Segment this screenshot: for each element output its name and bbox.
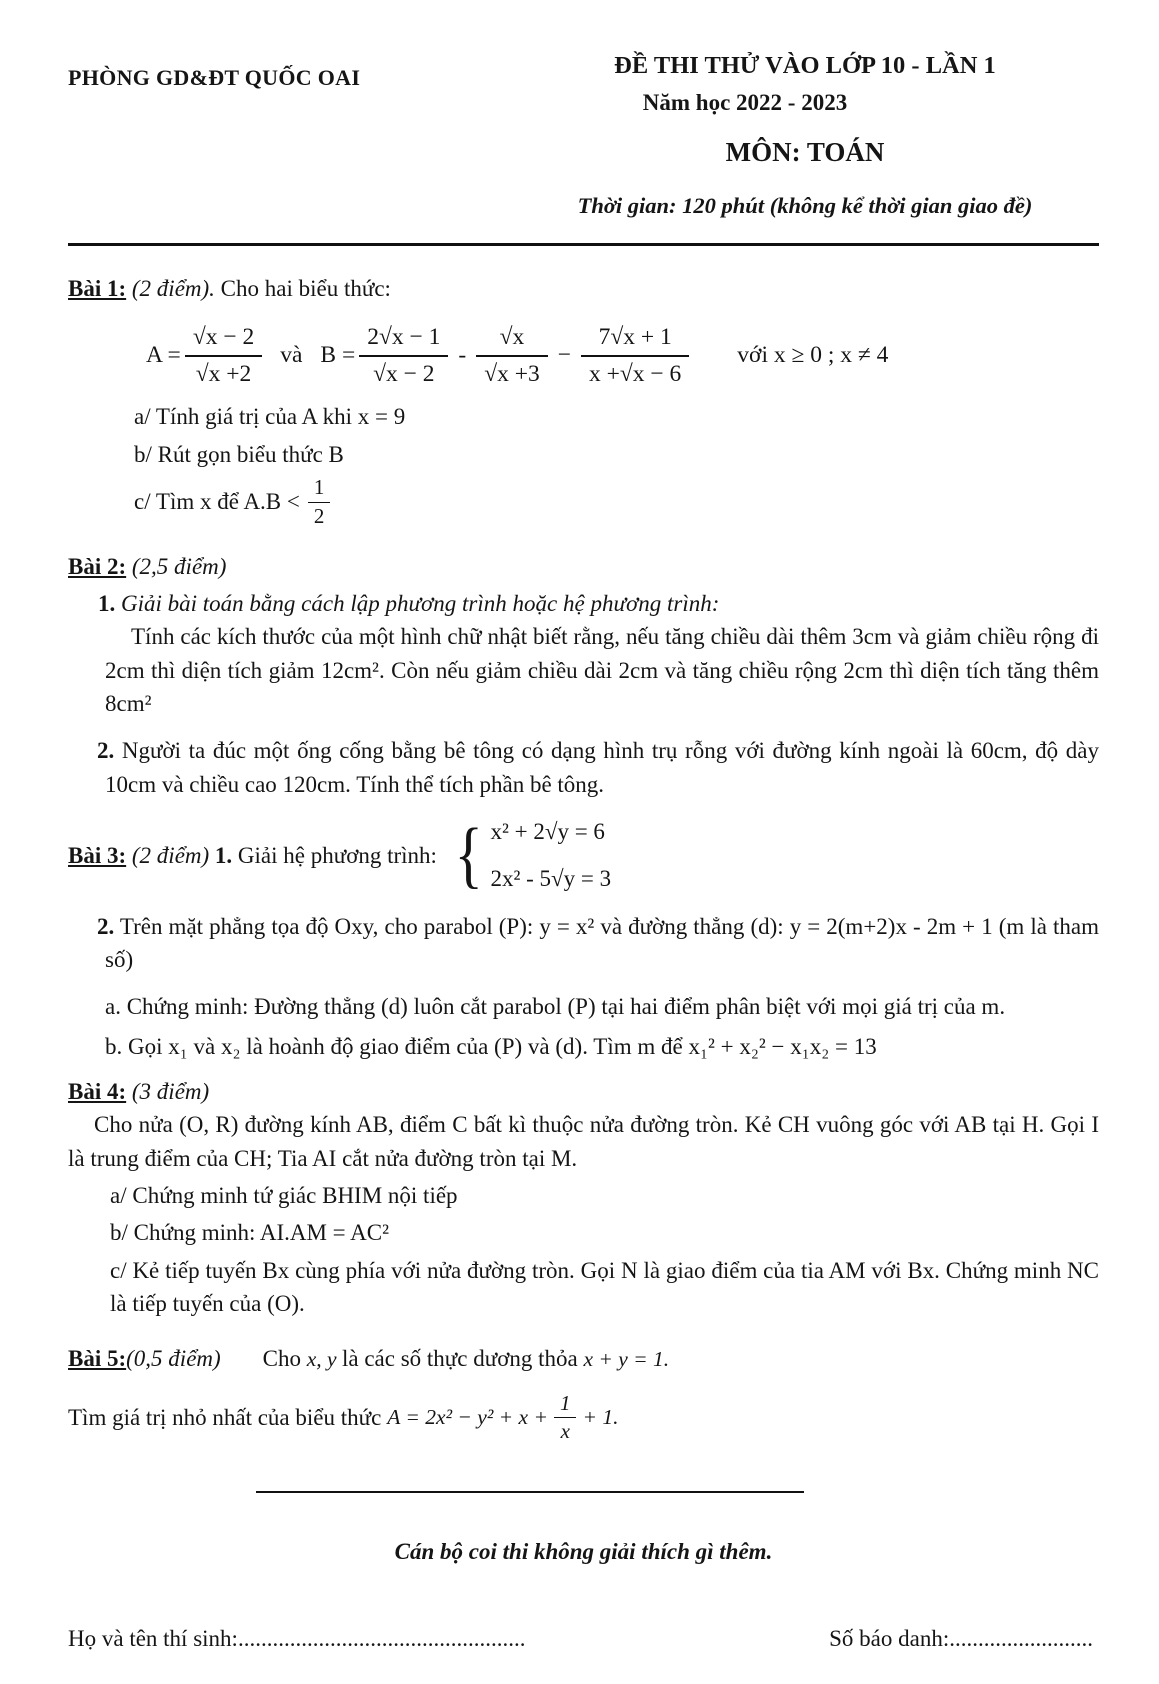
candidate-number-dots: ......................... (949, 1626, 1093, 1652)
school-year: Năm học 2022 - 2023 (642, 89, 848, 115)
header-right-block (511, 48, 1099, 223)
proctor-note: Cán bộ coi thi không giải thích gì thêm. (394, 1539, 773, 1564)
system-equations (490, 815, 611, 896)
minus-operator-1: - (458, 342, 467, 369)
system-equation-1: x² + 2√y = 6 (490, 819, 605, 844)
bai2-item1-number: 1. (98, 590, 116, 616)
bai1-label: Bài 1: (68, 275, 127, 301)
exam-header (68, 48, 1099, 223)
fraction-A-numerator: √x − 2 (185, 321, 262, 357)
section-bai4 (68, 1075, 1099, 1320)
bai3-item1-text: Giải hệ phương trình: (232, 842, 437, 868)
fraction-B3 (581, 321, 689, 390)
bai4-label: Bài 4: (68, 1079, 127, 1105)
bai1-item-b: b/ Rút gọn biểu thức B (134, 442, 344, 468)
candidate-number-label: Số báo danh: (829, 1626, 950, 1652)
candidate-name-dots: .................................................. (237, 1626, 526, 1652)
footer-divider (256, 1491, 804, 1493)
bai1-item-c-text: c/ Tìm x để A.B < (134, 489, 300, 515)
bai1-formula (146, 321, 1099, 390)
time-label: Thời gian: (577, 193, 677, 218)
bai5-label: Bài 5: (68, 1346, 127, 1372)
bai4-item-a: a/ Chứng minh tứ giác BHIM nội tiếp (110, 1183, 458, 1209)
fraction-one-over-x (554, 1392, 577, 1443)
fraction-one-over-x-numerator: 1 (554, 1392, 577, 1418)
bai5-heading (68, 1342, 1099, 1375)
bai5-points: (0,5 điểm) (126, 1346, 221, 1372)
conjunction-va: và (280, 342, 303, 369)
bai4-item-b: b/ Chứng minh: AI.AM = AC² (110, 1220, 389, 1246)
system-brace: { (454, 814, 483, 897)
fraction-one-half-denominator: 2 (313, 503, 325, 528)
bai2-item1-title: Giải bài toán bằng cách lập phương trình hoặc hệ phương trình: (115, 590, 720, 616)
fraction-one-over-x-denominator: x (560, 1418, 570, 1443)
bai3-item2b: b. Gọi x₁ và x₂ là hoành độ giao điểm của (P) và (d). Tìm m để x₁² + x₂² − x₁x₂ = 13 (105, 1033, 877, 1059)
bai3-item2 (97, 910, 1099, 977)
domain-condition: với x ≥ 0 ; x ≠ 4 (737, 342, 889, 369)
bai1-intro: Cho hai biểu thức: (214, 275, 391, 301)
bai3-item1-number: 1. (214, 842, 233, 868)
section-bai5 (68, 1342, 1099, 1443)
bai3-label: Bài 3: (68, 842, 127, 868)
bai1-item-a: a/ Tính giá trị của A khi x = 9 (134, 403, 406, 429)
bai5-statement (263, 1342, 670, 1375)
fraction-one-half (308, 476, 331, 527)
bai2-points: (2,5 điểm) (126, 553, 227, 579)
bai4-item-c: c/ Kẻ tiếp tuyến Bx cùng phía với nửa đường tròn. Gọi N là giao điểm của tia AM với Bx. Chứng minh NC là tiếp tuyến của (O). (110, 1257, 1099, 1317)
subject-title: MÔN: TOÁN (725, 136, 885, 167)
bai5-min-expression: A = 2x² − y² + x + (387, 1404, 548, 1429)
bai2-label: Bài 2: (68, 553, 127, 579)
bai1-item-c (134, 476, 1099, 527)
fraction-A-denominator: √x +2 (195, 361, 252, 388)
bai3-system-row (68, 815, 1099, 896)
formula-A-lhs: A = (146, 342, 181, 369)
department-name: PHÒNG GD&ĐT QUỐC OAI (68, 65, 361, 90)
section-bai2 (68, 550, 1099, 801)
bai5-min-expression-tail: + 1. (582, 1404, 619, 1429)
formula-B-lhs: B = (320, 342, 356, 369)
bai5-intro-mid: là các số thực dương thỏa (341, 1346, 584, 1372)
bai5-min-pre: Tìm giá trị nhỏ nhất của biểu thức (68, 1404, 382, 1430)
fraction-B2 (476, 321, 548, 390)
exam-title: ĐỀ THI THỬ VÀO LỚP 10 - LẦN 1 (614, 52, 996, 79)
bai4-heading (68, 1075, 1099, 1108)
time-value: 120 phút (không kể thời gian giao đề) (676, 193, 1033, 218)
bai2-item1-body: Tính các kích thước của một hình chữ nhật biết rằng, nếu tăng chiều dài thêm 3cm và giảm chiều rộng đi 2cm thì diện tích giảm 12cm². Còn nếu giảm chiều dài 2cm và tăng chiều rộng 2cm thì diện tích tăng thêm 8cm² (105, 624, 1099, 716)
bai3-item2-number: 2. (97, 913, 115, 939)
bai1-points: (2 điểm). (126, 275, 215, 301)
bai5-math-condition: x + y = 1. (583, 1347, 670, 1372)
bai2-heading (68, 550, 1099, 583)
fraction-B2-numerator: √x (476, 321, 548, 357)
bai5-math-xy: x, y (306, 1347, 342, 1372)
fraction-A (185, 321, 262, 390)
bai1-items (134, 400, 1099, 528)
candidate-name-label: Họ và tên thí sinh: (68, 1626, 238, 1652)
bai4-points: (3 điểm) (126, 1079, 210, 1105)
bai1-heading (68, 272, 1099, 305)
signature-row (68, 1622, 1099, 1655)
bai2-item2-number: 2. (97, 738, 115, 764)
time-line (578, 190, 1033, 223)
minus-operator-2: − (557, 342, 571, 369)
candidate-number-field (829, 1622, 1093, 1655)
fraction-B1-denominator: √x − 2 (373, 361, 435, 388)
bai4-intro: Cho nửa (O, R) đường kính AB, điểm C bất kì thuộc nửa đường tròn. Kẻ CH vuông góc với AB tại H. Gọi I là trung điểm của CH; Tia AI cắt nửa đường tròn tại M. (68, 1112, 1099, 1171)
bai3-item2-text: Trên mặt phẳng tọa độ Oxy, cho parabol (P): y = x² và đường thẳng (d): y = 2(m+2)x - 2m + 1 (m là tham số) (105, 913, 1099, 973)
fraction-B3-denominator: x +√x − 6 (589, 361, 682, 388)
bai3-heading (68, 839, 437, 872)
equation-system (451, 815, 611, 896)
section-bai1 (68, 272, 1099, 528)
fraction-one-half-numerator: 1 (308, 476, 331, 502)
fraction-B1 (359, 321, 448, 390)
bai2-item2 (97, 734, 1099, 801)
candidate-name-field (68, 1622, 525, 1655)
bai5-minimize-line (68, 1392, 1099, 1443)
bai2-item1-heading (98, 587, 1099, 620)
fraction-B2-denominator: √x +3 (484, 361, 540, 388)
bai5-intro-pre: Cho (262, 1346, 307, 1372)
header-divider (68, 243, 1099, 246)
bai3-points: (2 điểm) (126, 842, 215, 868)
system-equation-2: 2x² - 5√y = 3 (490, 866, 612, 892)
fraction-B3-numerator: 7√x + 1 (581, 321, 689, 357)
section-bai3 (68, 815, 1099, 1063)
bai3-item2a: a. Chứng minh: Đường thẳng (d) luôn cắt parabol (P) tại hai điểm phân biệt với mọi giá trị của m. (105, 994, 1006, 1020)
bai2-item2-body: Người ta đúc một ống cống bằng bê tông có dạng hình trụ rỗng với đường kính ngoài là 60cm, độ dày 10cm và chiều cao 120cm. Tính thể tích phần bê tông. (105, 738, 1099, 797)
fraction-B1-numerator: 2√x − 1 (359, 321, 448, 357)
